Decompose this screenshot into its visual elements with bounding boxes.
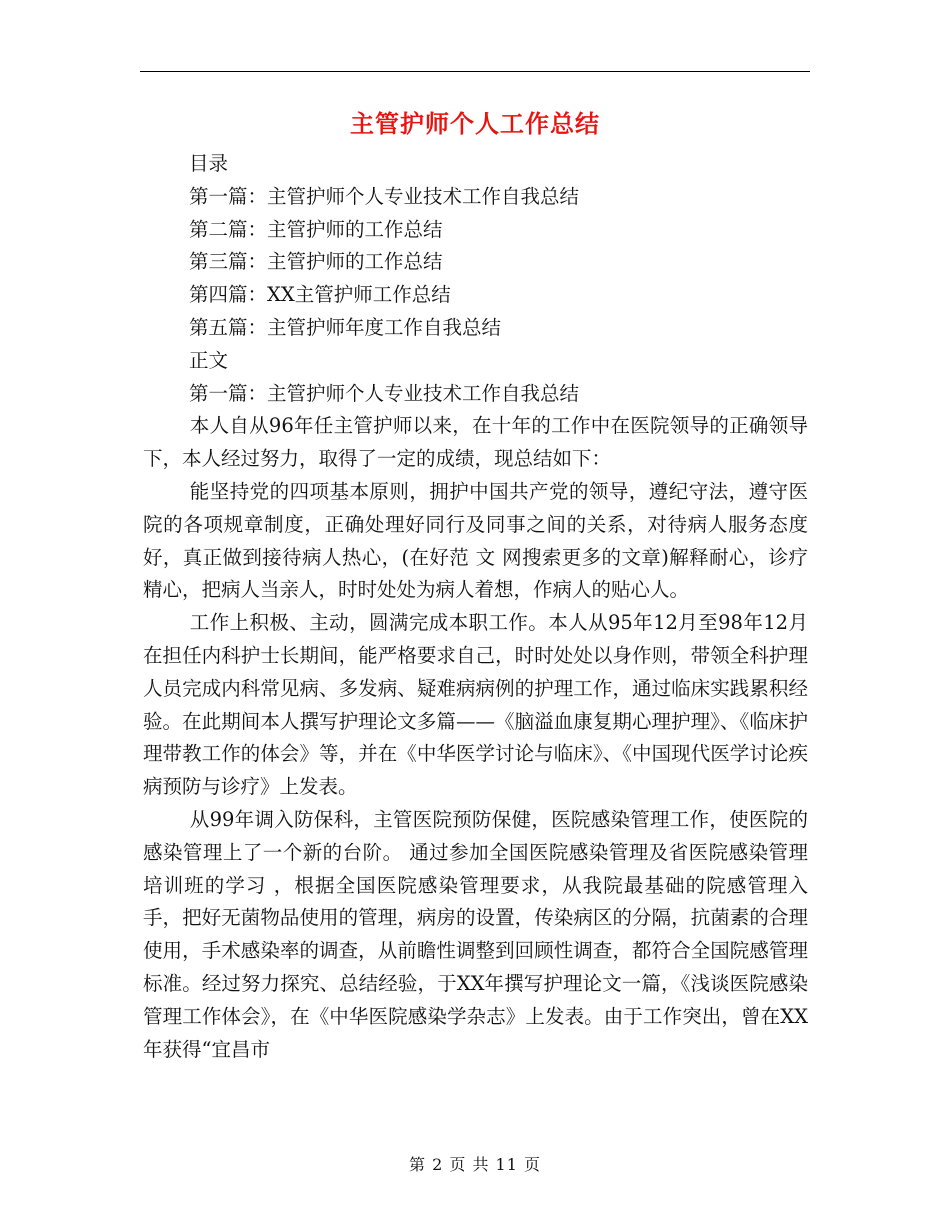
section-heading: 第一篇：主管护师个人专业技术工作自我总结 — [189, 381, 580, 405]
toc-heading: 目录 — [189, 152, 229, 175]
page-number-footer: 第 2 页 共 11 页 — [409, 1155, 541, 1174]
body-heading: 正文 — [189, 348, 229, 372]
toc-item-2: 第二篇：主管护师的工作总结 — [189, 217, 443, 241]
toc-item-4: 第四篇：XX主管护师工作总结 — [189, 283, 451, 307]
header-rule — [140, 71, 810, 72]
document-body — [143, 148, 808, 1066]
document-title: 主管护师个人工作总结 — [350, 109, 600, 138]
paragraph-3: 工作上积极、主动，圆满完成本职工作。本人从95年12月至98年12月在担任内科护士长期间，能严格要求自己，时时处处以身作则，带领全科护理人员完成内科常见病、多发病、疑难病病例的护理工作，通过临床实践累积经验。在此期间本人撰写护理论文多篇——《脑溢血康复期心理护理》、《临床护理带教工作的体会》等，并在《中华医学讨论与临床》、《中国现代医学讨论疾病预防与诊疗》上发表。 — [143, 611, 808, 799]
toc-item-5: 第五篇：主管护师年度工作自我总结 — [189, 315, 502, 339]
toc-item-3: 第三篇：主管护师的工作总结 — [189, 250, 443, 274]
paragraph-2: 能坚持党的四项基本原则，拥护中国共产党的领导，遵纪守法，遵守医院的各项规章制度，正确处理好同行及同事之间的关系，对待病人服务态度好，真正做到接待病人热心，(在好范 文 网搜索更多的文章)解释耐心，诊疗精心，把病人当亲人，时时处处为病人着想，作病人的贴心人。 — [143, 479, 808, 602]
toc-item-1: 第一篇：主管护师个人专业技术工作自我总结 — [189, 184, 580, 208]
paragraph-4: 从99年调入防保科，主管医院预防保健，医院感染管理工作，使医院的感染管理上了一个新的台阶。 通过参加全国医院感染管理及省医院感染管理培训班的学习 ，根据全国医院感染管理要求，从我院最基础的院感管理入手，把好无菌物品使用的管理，病房的设置，传染病区的分隔，抗菌素的合理使用，手术感染率的调查，从前瞻性调整到回顾性调查，都符合全国院感管理标准。经过努力探究、总结经验，于XX年撰写护理论文一篇，《浅谈医院感染管理工作体会》，在《中华医院感染学杂志》上发表。由于工作突出，曾在XX年获得“宜昌市 — [143, 807, 808, 1061]
paragraph-1: 本人自从96年任主管护师以来，在十年的工作中在医院领导的正确领导下，本人经过努力，取得了一定的成绩，现总结如下： — [143, 414, 808, 471]
